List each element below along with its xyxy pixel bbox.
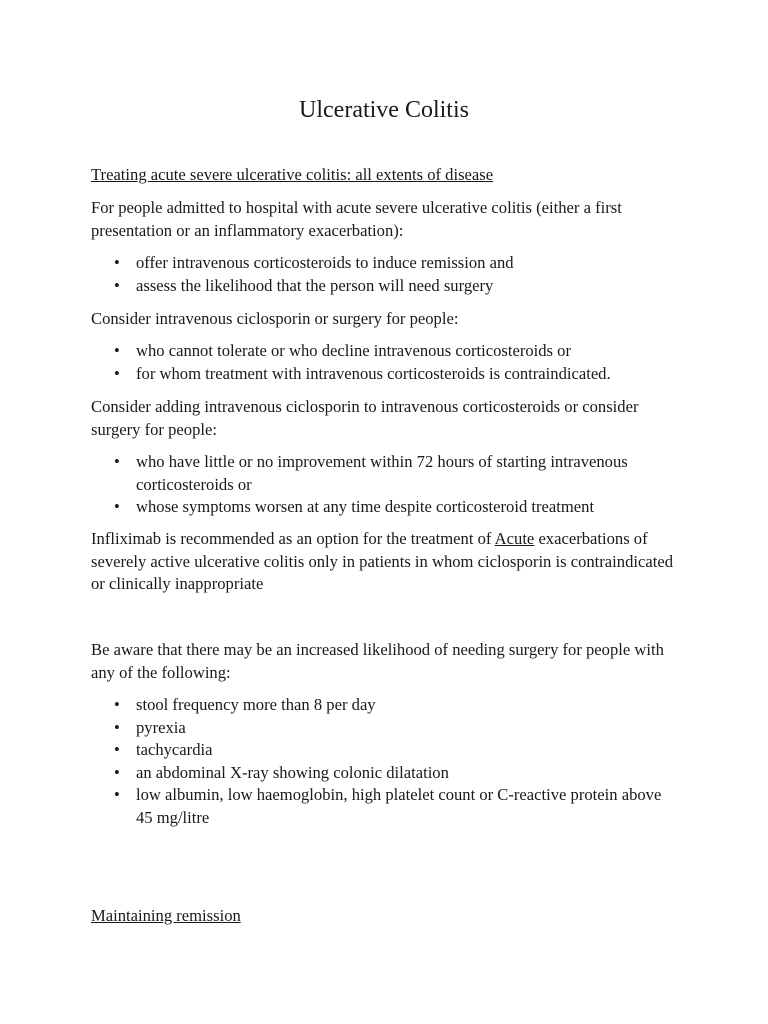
list-item: • tachycardia (91, 739, 681, 762)
list-item: • stool frequency more than 8 per day (91, 694, 681, 717)
paragraph-consider-ciclosporin: Consider intravenous ciclosporin or surgery for people: (91, 309, 459, 328)
section-heading-acute: Treating acute severe ulcerative colitis: all extents of disease (91, 165, 494, 184)
bullet-list-1 (91, 252, 681, 297)
bullet-icon: • (114, 695, 120, 714)
bullet-icon: • (114, 717, 120, 737)
bullet-icon: • (114, 497, 120, 516)
list-item: • offer intravenous corticosteroids to induce remission and (91, 252, 681, 275)
list-item: • who have little or no improvement within 72 hours of starting intravenous corticosteroids or (114, 452, 628, 494)
bullet-icon: • (114, 452, 120, 471)
list-item: • who cannot tolerate or who decline intravenous corticosteroids or (91, 340, 681, 363)
bullet-list-4 (91, 694, 681, 829)
paragraph-admitted: For people admitted to hospital with acute severe ulcerative colitis (either a first presentation or an inflammatory exacerbation): (91, 198, 622, 240)
paragraph-infliximab: Infliximab is recommended as an option for the treatment of Acute exacerbations of severely active ulcerative colitis only in patients in whom ciclosporin is contraindicated or clinically inappropriate (91, 529, 673, 593)
bullet-list-2 (91, 340, 681, 385)
bullet-icon: • (114, 275, 120, 295)
page-title: Ulcerative Colitis (299, 97, 469, 123)
bullet-list-3 (91, 451, 681, 519)
paragraph-consider-adding: Consider adding intravenous ciclosporin to intravenous corticosteroids or consider surgery for people: (91, 397, 639, 439)
bullet-icon: • (114, 785, 120, 804)
list-item: • for whom treatment with intravenous corticosteroids is contraindicated. (91, 363, 681, 386)
paragraph-be-aware: Be aware that there may be an increased likelihood of needing surgery for people with any of the following: (91, 640, 664, 682)
list-item: • assess the likelihood that the person will need surgery (91, 275, 681, 298)
list-item: • pyrexia (91, 717, 681, 740)
list-item: • whose symptoms worsen at any time despite corticosteroid treatment (91, 496, 681, 519)
bullet-icon: • (114, 363, 120, 383)
bullet-icon: • (114, 740, 120, 759)
bullet-icon: • (114, 253, 120, 272)
list-item: • low albumin, low haemoglobin, high platelet count or C-reactive protein above 45 mg/litre (114, 785, 662, 827)
bullet-icon: • (114, 762, 120, 782)
section-heading-maintaining: Maintaining remission (91, 906, 241, 925)
bullet-icon: • (114, 341, 120, 360)
acute-link[interactable]: Acute (494, 529, 535, 548)
list-item: • an abdominal X-ray showing colonic dilatation (91, 762, 681, 785)
